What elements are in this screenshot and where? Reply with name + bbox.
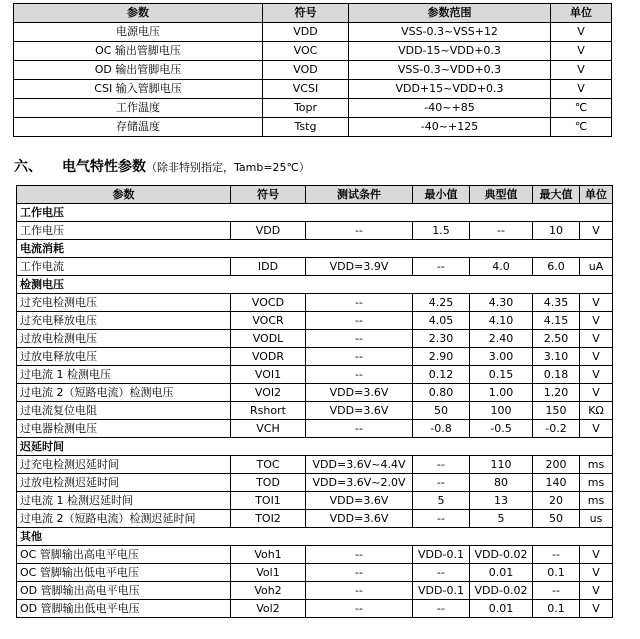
range-cell: -40~+125 [349, 118, 551, 137]
param-cell: OD 输出管脚电压 [14, 61, 263, 80]
typ-cell: -- [470, 222, 533, 240]
typ-cell: VDD-0.02 [470, 582, 533, 600]
col-header-min: 最小值 [413, 186, 470, 204]
param-cell: OC 管脚输出低电平电压 [17, 564, 231, 582]
range-cell: VSS-0.3~VSS+12 [349, 23, 551, 42]
param-cell: 过电流 1 检测迟延时间 [17, 492, 231, 510]
table-row [17, 402, 613, 420]
unit-cell: V [580, 312, 613, 330]
table-row [14, 23, 612, 42]
symbol-cell: Voh1 [231, 546, 306, 564]
unit-cell: V [551, 80, 612, 99]
condition-cell: -- [306, 222, 413, 240]
unit-cell: V [580, 294, 613, 312]
max-cell: 10 [533, 222, 580, 240]
group-row [17, 438, 613, 456]
typ-cell: 4.0 [470, 258, 533, 276]
group-row [17, 528, 613, 546]
min-cell: 4.25 [413, 294, 470, 312]
table-row [17, 420, 613, 438]
max-cell: 0.1 [533, 564, 580, 582]
col-header-symbol: 符号 [263, 4, 349, 23]
min-cell: 0.80 [413, 384, 470, 402]
symbol-cell: VOCD [231, 294, 306, 312]
min-cell: -- [413, 564, 470, 582]
typ-cell: 0.01 [470, 564, 533, 582]
min-cell: -- [413, 456, 470, 474]
range-cell: -40~+85 [349, 99, 551, 118]
typ-cell: 13 [470, 492, 533, 510]
symbol-cell: TOI1 [231, 492, 306, 510]
symbol-cell: VCH [231, 420, 306, 438]
col-header-param: 参数 [17, 186, 231, 204]
param-cell: 过电流 1 检测电压 [17, 366, 231, 384]
param-cell: OD 管脚输出高电平电压 [17, 582, 231, 600]
col-header-condition: 测试条件 [306, 186, 413, 204]
symbol-cell: TOD [231, 474, 306, 492]
table-row [17, 312, 613, 330]
min-cell: -- [413, 258, 470, 276]
min-cell: 4.05 [413, 312, 470, 330]
min-cell: -- [413, 474, 470, 492]
param-cell: OC 输出管脚电压 [14, 42, 263, 61]
section-heading [14, 158, 310, 177]
group-label: 其他 [17, 528, 613, 546]
unit-cell: V [551, 23, 612, 42]
max-cell: -0.2 [533, 420, 580, 438]
col-header-range: 参数范围 [349, 4, 551, 23]
typ-cell: 4.30 [470, 294, 533, 312]
table-row [17, 492, 613, 510]
condition-cell: VDD=3.6V [306, 492, 413, 510]
unit-cell: ℃ [551, 118, 612, 137]
param-cell: 过电器检测电压 [17, 420, 231, 438]
unit-cell: V [580, 384, 613, 402]
table-row [17, 600, 613, 618]
absolute-ratings-table [13, 3, 612, 137]
table-row [14, 61, 612, 80]
typ-cell: 100 [470, 402, 533, 420]
condition-cell: -- [306, 294, 413, 312]
unit-cell: KΩ [580, 402, 613, 420]
unit-cell: V [580, 420, 613, 438]
param-cell: 工作电流 [17, 258, 231, 276]
table-row [17, 546, 613, 564]
typ-cell: 0.01 [470, 600, 533, 618]
min-cell: VDD-0.1 [413, 582, 470, 600]
symbol-cell: Vol1 [231, 564, 306, 582]
symbol-cell: VCSI [263, 80, 349, 99]
table-row [17, 348, 613, 366]
param-cell: 过放电释放电压 [17, 348, 231, 366]
symbol-cell: VODL [231, 330, 306, 348]
max-cell: 4.15 [533, 312, 580, 330]
symbol-cell: TOI2 [231, 510, 306, 528]
group-label: 检测电压 [17, 276, 613, 294]
unit-cell: V [580, 366, 613, 384]
symbol-cell: Vol2 [231, 600, 306, 618]
condition-cell: VDD=3.9V [306, 258, 413, 276]
unit-cell: ℃ [551, 99, 612, 118]
symbol-cell: VODR [231, 348, 306, 366]
unit-cell: ms [580, 492, 613, 510]
min-cell: 50 [413, 402, 470, 420]
condition-cell: -- [306, 546, 413, 564]
max-cell: 1.20 [533, 384, 580, 402]
header-row [14, 4, 612, 23]
max-cell: 20 [533, 492, 580, 510]
unit-cell: uA [580, 258, 613, 276]
electrical-characteristics-body [17, 204, 613, 618]
range-cell: VDD-15~VDD+0.3 [349, 42, 551, 61]
param-cell: 过充电检测电压 [17, 294, 231, 312]
table-row [14, 80, 612, 99]
table-row [17, 582, 613, 600]
col-header-symbol: 符号 [231, 186, 306, 204]
max-cell: 4.35 [533, 294, 580, 312]
condition-cell: -- [306, 312, 413, 330]
table-row [17, 366, 613, 384]
table-row [17, 564, 613, 582]
param-cell: OC 管脚输出高电平电压 [17, 546, 231, 564]
max-cell: 150 [533, 402, 580, 420]
unit-cell: ms [580, 456, 613, 474]
unit-cell: V [580, 330, 613, 348]
condition-cell: -- [306, 582, 413, 600]
min-cell: 2.90 [413, 348, 470, 366]
typ-cell: -0.5 [470, 420, 533, 438]
typ-cell: 1.00 [470, 384, 533, 402]
symbol-cell: VDD [231, 222, 306, 240]
table-row [17, 330, 613, 348]
symbol-cell: VOI1 [231, 366, 306, 384]
group-label: 迟延时间 [17, 438, 613, 456]
max-cell: -- [533, 582, 580, 600]
max-cell: 0.1 [533, 600, 580, 618]
min-cell: -0.8 [413, 420, 470, 438]
param-cell: 工作电压 [17, 222, 231, 240]
condition-cell: -- [306, 600, 413, 618]
range-cell: VSS-0.3~VDD+0.3 [349, 61, 551, 80]
max-cell: 0.18 [533, 366, 580, 384]
unit-cell: V [580, 600, 613, 618]
table-row [17, 222, 613, 240]
param-cell: 过电流 2（短路电流）检测迟延时间 [17, 510, 231, 528]
param-cell: 过放电检测电压 [17, 330, 231, 348]
unit-cell: us [580, 510, 613, 528]
range-cell: VDD+15~VDD+0.3 [349, 80, 551, 99]
param-cell: 过电流复位电阻 [17, 402, 231, 420]
param-cell: 过电流 2（短路电流）检测电压 [17, 384, 231, 402]
condition-cell: VDD=3.6V~4.4V [306, 456, 413, 474]
unit-cell: V [551, 42, 612, 61]
max-cell: -- [533, 546, 580, 564]
header-row [17, 186, 613, 204]
typ-cell: 4.10 [470, 312, 533, 330]
condition-cell: VDD=3.6V [306, 384, 413, 402]
table-row [14, 42, 612, 61]
max-cell: 50 [533, 510, 580, 528]
min-cell: -- [413, 600, 470, 618]
symbol-cell: VOI2 [231, 384, 306, 402]
section-number: 六、 [14, 159, 42, 175]
unit-cell: V [580, 564, 613, 582]
condition-cell: -- [306, 420, 413, 438]
group-label: 电流消耗 [17, 240, 613, 258]
group-label: 工作电压 [17, 204, 613, 222]
condition-cell: -- [306, 330, 413, 348]
param-cell: CSI 输入管脚电压 [14, 80, 263, 99]
param-cell: 过充电释放电压 [17, 312, 231, 330]
unit-cell: V [580, 582, 613, 600]
max-cell: 3.10 [533, 348, 580, 366]
symbol-cell: Voh2 [231, 582, 306, 600]
condition-cell: -- [306, 564, 413, 582]
table-row [14, 118, 612, 137]
symbol-cell: Tstg [263, 118, 349, 137]
condition-cell: VDD=3.6V [306, 510, 413, 528]
group-row [17, 204, 613, 222]
param-cell: 过充电检测迟延时间 [17, 456, 231, 474]
absolute-ratings-header [14, 4, 612, 23]
unit-cell: ms [580, 474, 613, 492]
absolute-ratings-body [14, 23, 612, 137]
symbol-cell: VOC [263, 42, 349, 61]
typ-cell: 2.40 [470, 330, 533, 348]
table-row [17, 384, 613, 402]
table-row [17, 510, 613, 528]
table-row [17, 456, 613, 474]
condition-cell: -- [306, 348, 413, 366]
typ-cell: VDD-0.02 [470, 546, 533, 564]
condition-cell: -- [306, 366, 413, 384]
symbol-cell: VOCR [231, 312, 306, 330]
symbol-cell: Topr [263, 99, 349, 118]
electrical-characteristics-table [16, 185, 613, 618]
min-cell: -- [413, 510, 470, 528]
table-row [17, 294, 613, 312]
table-row [17, 258, 613, 276]
section-title: 电气特性参数 [62, 159, 146, 175]
min-cell: 5 [413, 492, 470, 510]
symbol-cell: VDD [263, 23, 349, 42]
typ-cell: 110 [470, 456, 533, 474]
col-header-typ: 典型值 [470, 186, 533, 204]
col-header-unit: 单位 [551, 4, 612, 23]
col-header-unit: 单位 [580, 186, 613, 204]
col-header-max: 最大值 [533, 186, 580, 204]
max-cell: 2.50 [533, 330, 580, 348]
max-cell: 140 [533, 474, 580, 492]
min-cell: VDD-0.1 [413, 546, 470, 564]
col-header-param: 参数 [14, 4, 263, 23]
group-row [17, 240, 613, 258]
typ-cell: 80 [470, 474, 533, 492]
param-cell: 工作温度 [14, 99, 263, 118]
table-row [14, 99, 612, 118]
condition-cell: VDD=3.6V~2.0V [306, 474, 413, 492]
unit-cell: V [551, 61, 612, 80]
unit-cell: V [580, 546, 613, 564]
typ-cell: 3.00 [470, 348, 533, 366]
param-cell: 存储温度 [14, 118, 263, 137]
symbol-cell: VOD [263, 61, 349, 80]
condition-cell: VDD=3.6V [306, 402, 413, 420]
symbol-cell: IDD [231, 258, 306, 276]
min-cell: 1.5 [413, 222, 470, 240]
param-cell: OD 管脚输出低电平电压 [17, 600, 231, 618]
symbol-cell: Rshort [231, 402, 306, 420]
electrical-characteristics-header [17, 186, 613, 204]
unit-cell: V [580, 348, 613, 366]
max-cell: 200 [533, 456, 580, 474]
typ-cell: 5 [470, 510, 533, 528]
typ-cell: 0.15 [470, 366, 533, 384]
min-cell: 2.30 [413, 330, 470, 348]
group-row [17, 276, 613, 294]
section-note: （除非特别指定，Tamb=25℃） [146, 161, 310, 174]
table-row [17, 474, 613, 492]
symbol-cell: TOC [231, 456, 306, 474]
param-cell: 过放电检测迟延时间 [17, 474, 231, 492]
unit-cell: V [580, 222, 613, 240]
min-cell: 0.12 [413, 366, 470, 384]
param-cell: 电源电压 [14, 23, 263, 42]
max-cell: 6.0 [533, 258, 580, 276]
